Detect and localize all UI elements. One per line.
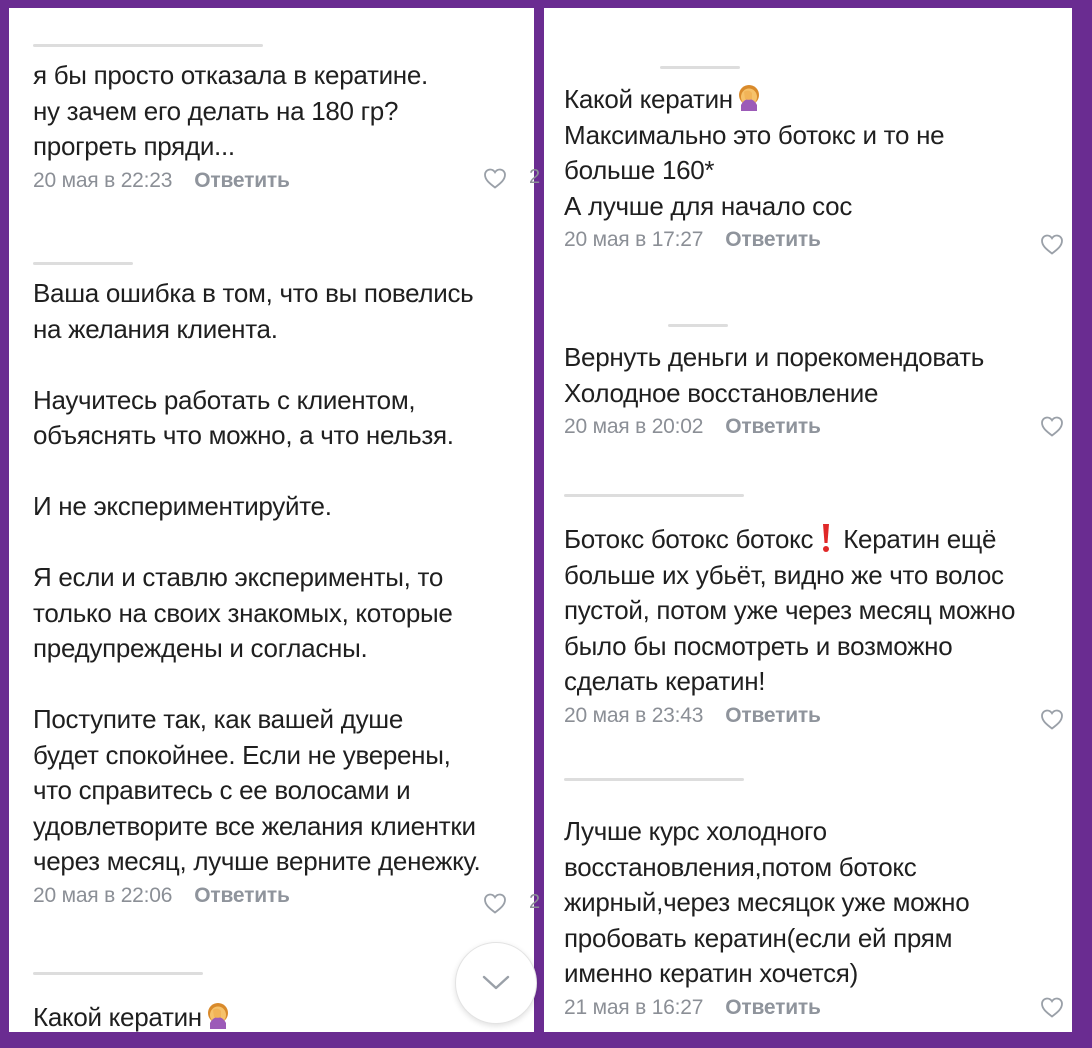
comment-meta: [33, 884, 558, 908]
comment-meta: [564, 996, 1092, 1020]
comment: [564, 522, 1092, 728]
heart-icon[interactable]: [1040, 415, 1064, 437]
comment-date: 20 мая в 22:23: [33, 168, 173, 192]
comment-text: Ваша ошибка в том, что вы повелись на желания клиента. Научитесь работать с клиентом, объяснять что можно, а что нельзя. И не экспериментируйте. Я если и ставлю эксперименты, то только на своих знакомых, которые предупреждены и согласны. Поступите так, как вашей душе будет спокойнее. Если не уверены, что справитесь с ее волосами и удовлетворите все желания клиентки через месяц, лучше верните денежку.: [33, 278, 481, 876]
comment: [564, 82, 1092, 252]
heart-icon[interactable]: [1040, 996, 1064, 1018]
comment-meta: [564, 228, 1092, 252]
author-name-redacted: [33, 972, 203, 975]
comment: [564, 340, 1092, 439]
heart-icon[interactable]: [1040, 233, 1064, 255]
comment-text: я бы просто отказала в кератине. ну зачем его делать на 180 гр? прогреть пряди...: [33, 60, 428, 161]
heart-icon[interactable]: [1040, 708, 1064, 730]
comment-date: 20 мая в 22:06: [33, 883, 173, 907]
comment-text: Какой кератин: [564, 82, 1092, 118]
comment-text: больше их убьёт, видно же что волос пустой, потом уже через месяц можно было бы посмотреть и возможно сделать кератин!: [564, 559, 1016, 696]
comment: [33, 276, 558, 908]
reply-button[interactable]: Ответить: [725, 228, 821, 251]
author-name-redacted: [660, 66, 740, 69]
reply-button[interactable]: Ответить: [725, 995, 821, 1019]
facepalm-emoji: [735, 83, 763, 111]
author-name-redacted: [564, 778, 744, 781]
comment: [33, 58, 558, 193]
author-name-redacted: [33, 44, 263, 47]
comment-text: Какой кератин: [33, 1000, 558, 1036]
author-name-redacted: [668, 324, 728, 327]
heart-icon[interactable]: [483, 167, 507, 189]
comment: [564, 814, 1092, 1020]
heart-icon[interactable]: [483, 892, 507, 914]
comment-meta: [33, 169, 558, 193]
comment-date: 20 мая в 20:02: [564, 415, 704, 438]
right-screenshot-panel: [544, 8, 1072, 1032]
comment-date: 20 мая в 17:27: [564, 228, 704, 251]
scroll-down-button[interactable]: [455, 942, 537, 1024]
reply-button[interactable]: Ответить: [725, 415, 821, 438]
comment-date: 21 мая в 16:27: [564, 995, 704, 1019]
reply-button[interactable]: Ответить: [194, 883, 290, 907]
comment-meta: [564, 704, 1092, 728]
facepalm-emoji: [204, 1001, 232, 1029]
like-count: 2: [529, 891, 541, 913]
comment-text: Вернуть деньги и порекомендовать Холодное восстановление: [564, 342, 984, 408]
like-count: 2: [529, 166, 541, 188]
comment-text: Лучше курс холодного восстановления,потом ботокс жирный,через месяцок уже можно пробовать кератин(если ей прям именно кератин хочется): [564, 816, 970, 988]
reply-button[interactable]: Ответить: [725, 703, 821, 727]
comment-text: Максимально это ботокс и то не больше 160* А лучше для начало сос: [564, 119, 945, 221]
exclamation-emoji: [821, 523, 831, 553]
author-name-redacted: [33, 262, 133, 265]
comment-date: 20 мая в 23:43: [564, 703, 704, 727]
comment-meta: [564, 415, 1092, 439]
comment-text: Ботокс ботокс ботокс Кератин ещё: [564, 524, 997, 554]
left-screenshot-panel: [9, 8, 541, 1032]
chevron-down-icon: [482, 975, 510, 991]
author-name-redacted: [564, 494, 744, 497]
reply-button[interactable]: Ответить: [194, 168, 290, 192]
